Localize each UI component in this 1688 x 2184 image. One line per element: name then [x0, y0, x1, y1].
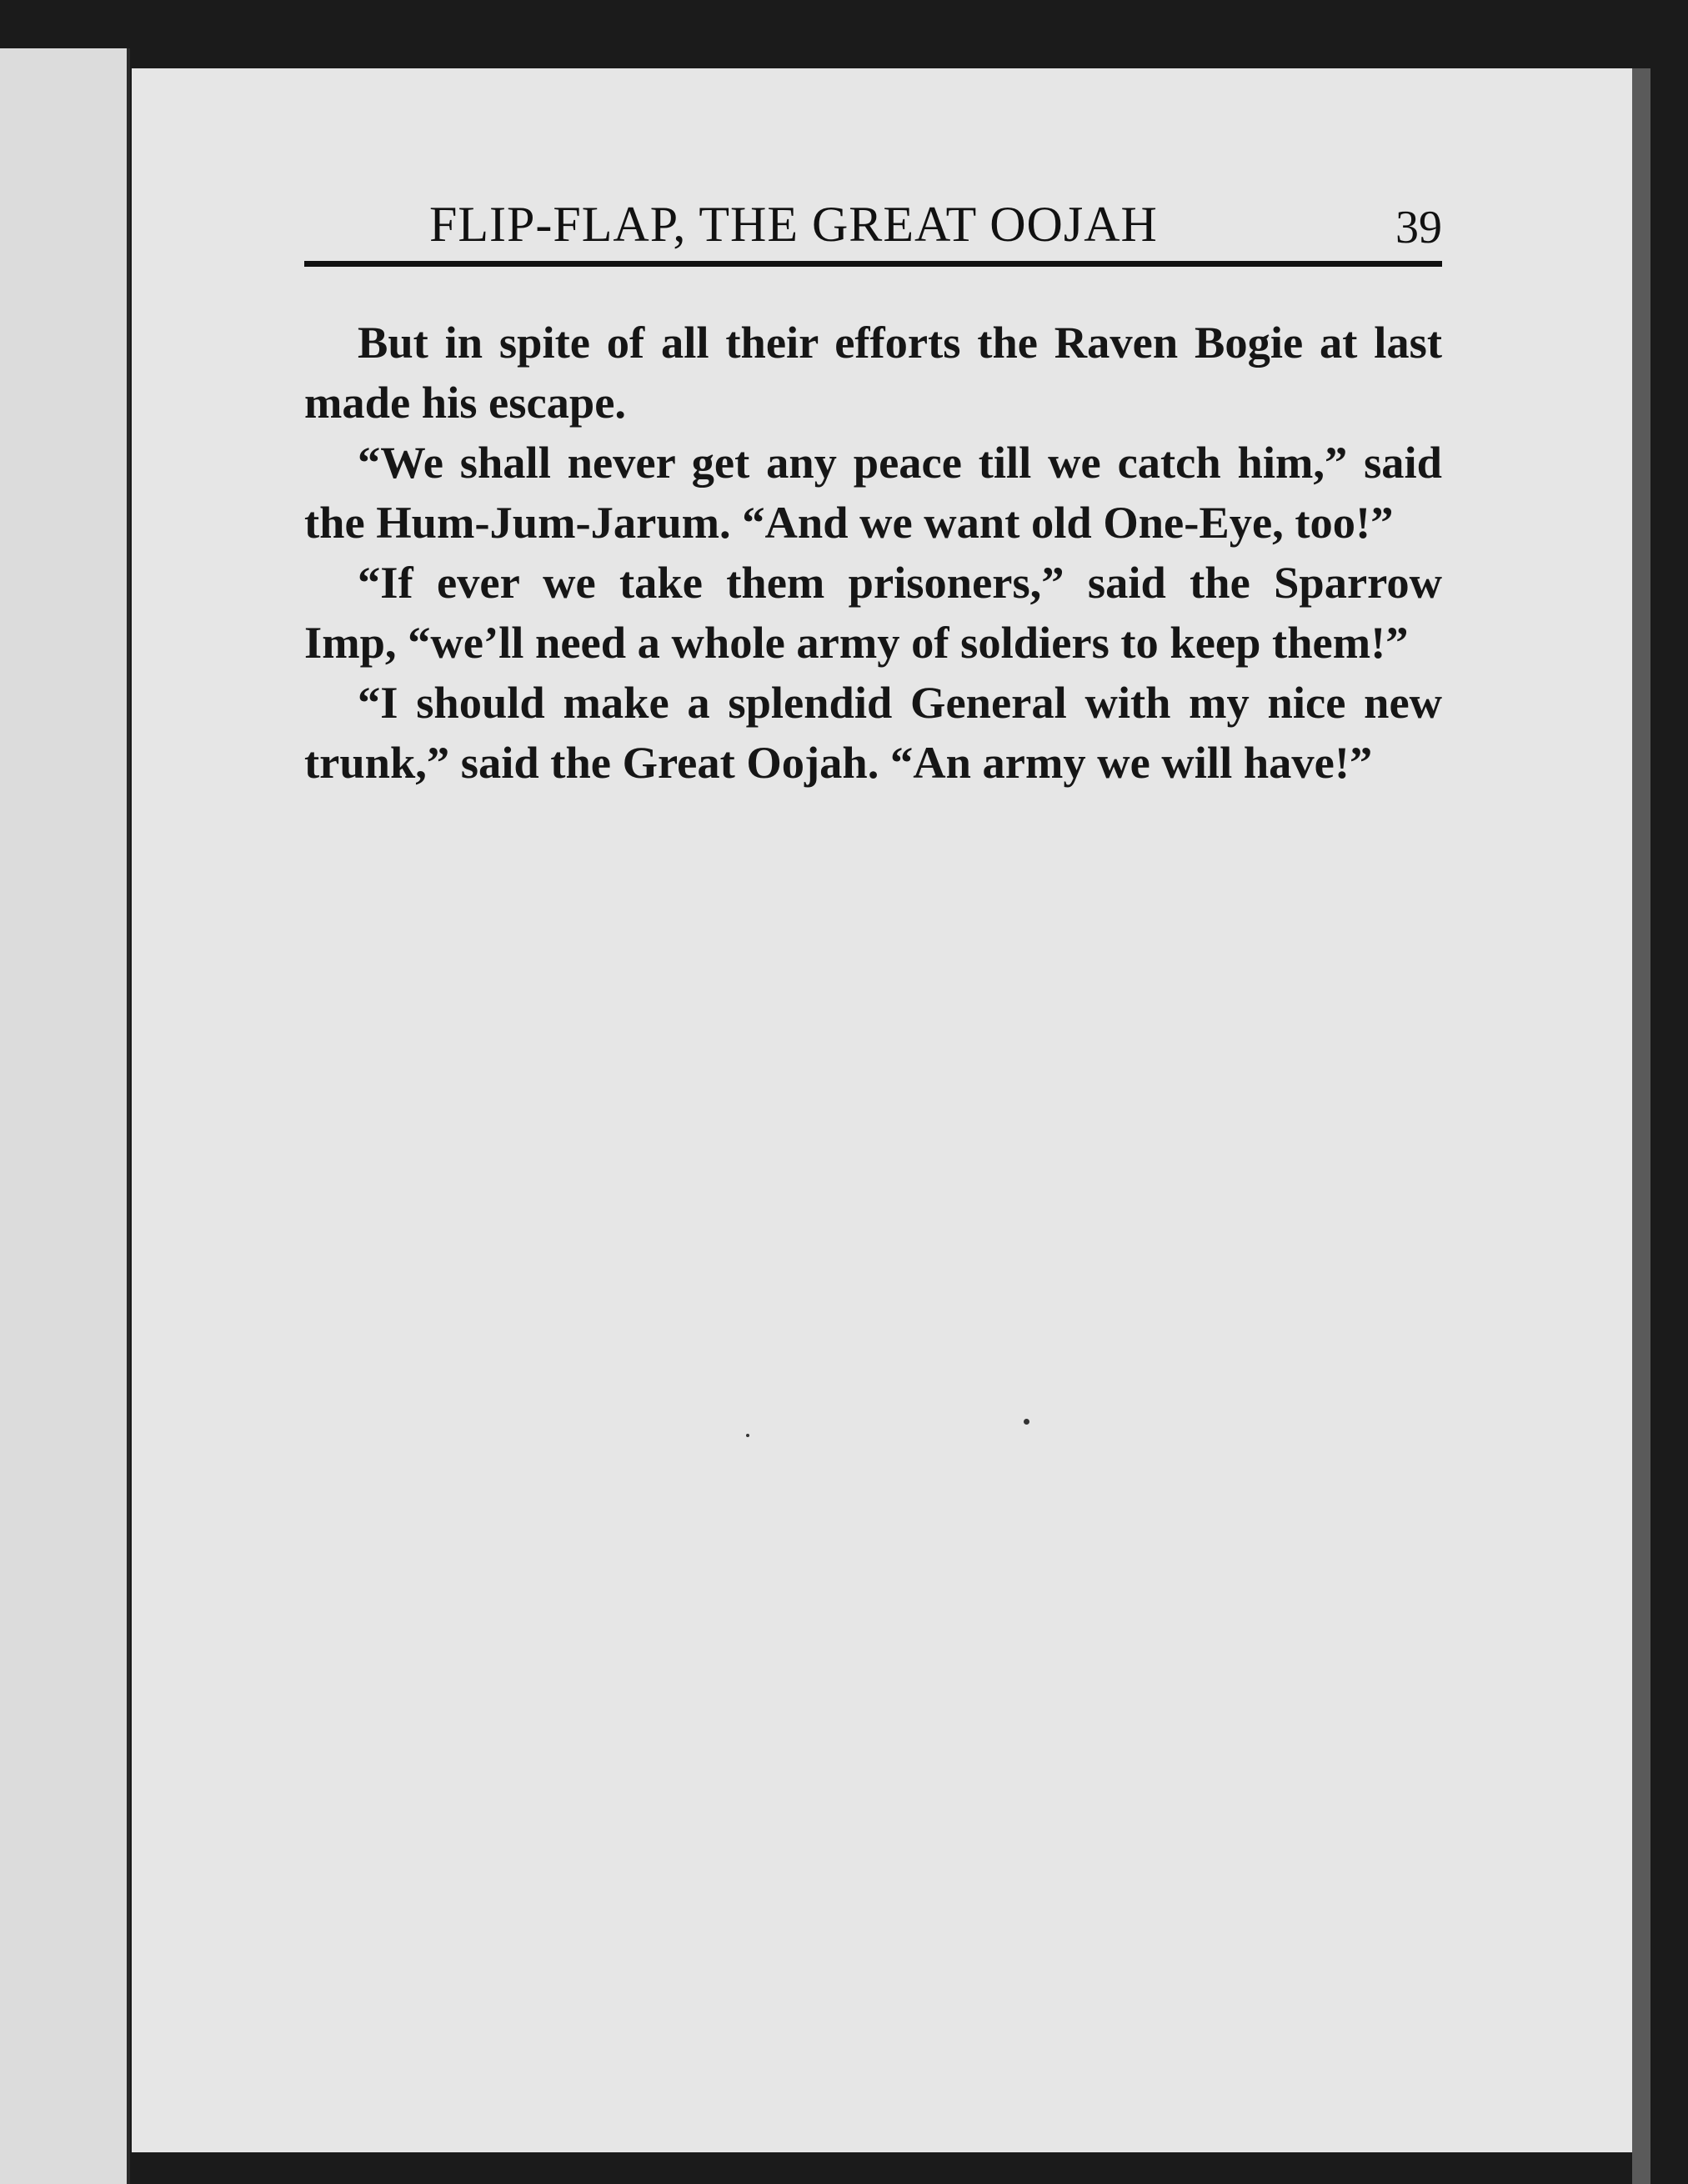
page-right-edge — [1632, 68, 1650, 2184]
scan-speck — [1024, 1419, 1029, 1425]
previous-page-edge — [0, 48, 129, 2184]
running-head — [304, 188, 1442, 268]
paragraph: But in spite of all their efforts the Raven Bogie at last made his escape. — [304, 317, 1442, 428]
page-fold-line — [127, 48, 130, 2184]
running-title: FLIP-FLAP, THE GREAT OOJAH — [429, 197, 1158, 252]
paragraph: “If ever we take them prisoners,” said the Sparrow Imp, “we’ll need a whole army of soldiers to keep them!” — [304, 557, 1442, 668]
header-rule — [304, 261, 1442, 267]
scan-speck — [746, 1434, 749, 1437]
page-number: 39 — [1395, 202, 1442, 253]
paragraph: “We shall never get any peace till we catch him,” said the Hum-Jum-Jarum. “And we want old One-Eye, too!” — [304, 437, 1442, 548]
body-text — [304, 313, 1442, 793]
paragraph: “I should make a splendid General with my nice new trunk,” said the Great Oojah. “An army we will have!” — [304, 677, 1442, 788]
